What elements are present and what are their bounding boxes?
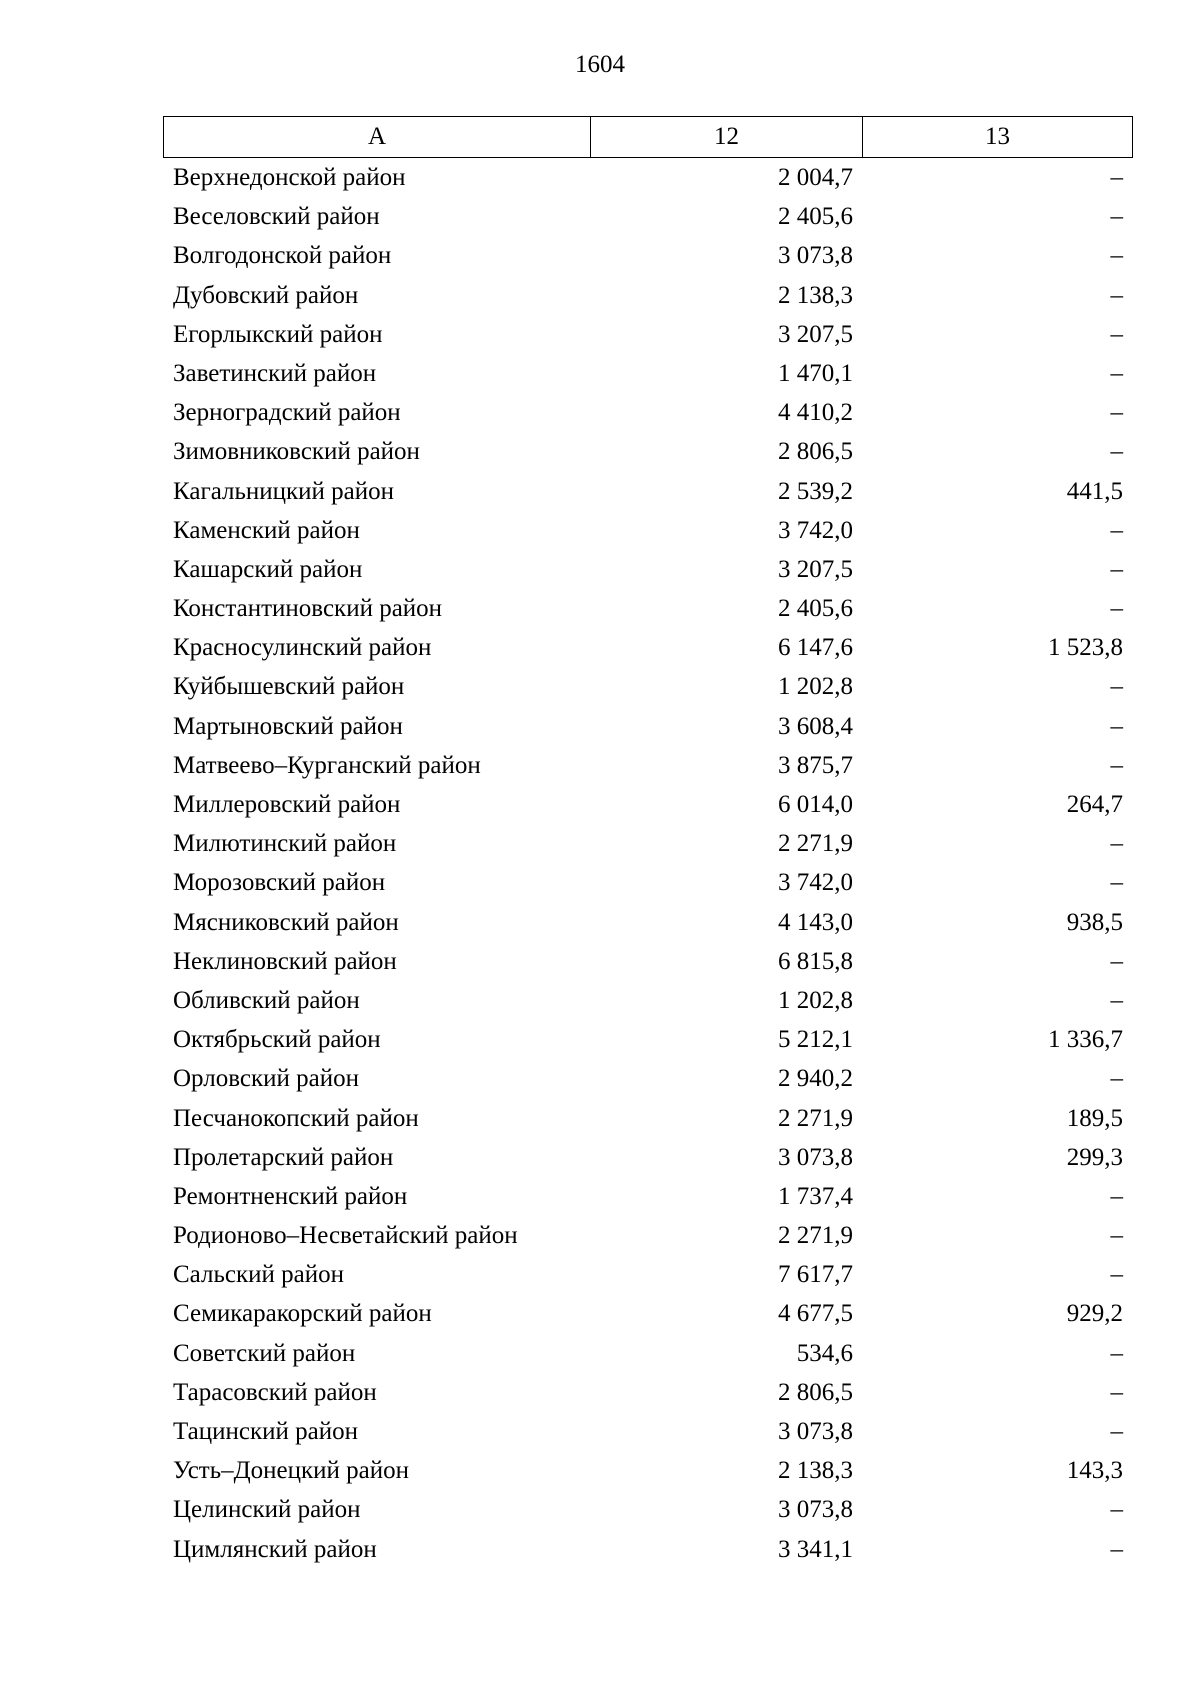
- table-row: [163, 863, 1133, 902]
- district-name: Верхнедонской район: [173, 164, 406, 191]
- value-col-13: 441,5: [1066, 477, 1123, 505]
- table-row: [163, 1412, 1133, 1451]
- table-row: [163, 1373, 1133, 1412]
- district-name: Красносулинский район: [173, 634, 432, 662]
- district-name: Мартыновский район: [173, 712, 403, 740]
- table-row: [163, 1216, 1133, 1255]
- table-row: [163, 197, 1133, 236]
- value-col-12: 3 341,1: [778, 1535, 853, 1563]
- district-name: Советский район: [173, 1339, 356, 1367]
- table-row: [163, 432, 1133, 471]
- district-name: Матвеево–Курганский район: [173, 751, 481, 779]
- district-name: Сальский район: [173, 1261, 344, 1289]
- value-col-12: 534,6: [796, 1339, 853, 1367]
- district-name: Мясниковский район: [173, 908, 399, 936]
- value-col-12: 2 405,6: [778, 203, 853, 231]
- table-row: [163, 1451, 1133, 1490]
- value-col-13: –: [1110, 1182, 1123, 1210]
- table-row: [163, 315, 1133, 354]
- district-name: Кагальницкий район: [173, 477, 395, 505]
- value-col-12: 3 073,8: [778, 1418, 853, 1445]
- table-row: [163, 276, 1133, 315]
- value-col-13: –: [1110, 947, 1123, 975]
- value-col-12: 2 138,3: [778, 281, 853, 309]
- value-col-13: –: [1110, 1535, 1123, 1563]
- table-row: [163, 981, 1133, 1020]
- table-row: [163, 354, 1133, 393]
- value-col-13: –: [1110, 438, 1123, 466]
- table-row: [163, 236, 1133, 275]
- district-name: Неклиновский район: [173, 947, 397, 975]
- value-col-12: 2 271,9: [778, 1222, 853, 1250]
- district-name: Пролетарский район: [173, 1143, 394, 1171]
- table-row: [163, 511, 1133, 550]
- district-name: Миллеровский район: [173, 791, 401, 818]
- value-col-13: –: [1110, 359, 1123, 387]
- district-name: Ремонтненский район: [173, 1182, 408, 1210]
- value-col-13: –: [1110, 1378, 1123, 1406]
- district-name: Веселовский район: [173, 203, 380, 231]
- value-col-12: 4 410,2: [778, 399, 853, 427]
- district-name: Каменский район: [173, 516, 360, 544]
- value-col-13: 264,7: [1066, 791, 1123, 818]
- value-col-12: 1 737,4: [778, 1182, 853, 1210]
- value-col-12: 2 940,2: [778, 1065, 853, 1093]
- value-col-13: –: [1110, 1418, 1123, 1445]
- district-name: Волгодонской район: [173, 242, 392, 270]
- district-name: Егорлыкский район: [173, 320, 383, 348]
- value-col-12: 3 742,0: [778, 516, 853, 544]
- district-name: Родионово–Несветайский район: [173, 1222, 518, 1250]
- value-col-12: 5 212,1: [778, 1026, 853, 1054]
- value-col-13: –: [1110, 673, 1123, 701]
- value-col-13: –: [1110, 712, 1123, 740]
- table-row: [163, 589, 1133, 628]
- district-name: Усть–Донецкий район: [173, 1457, 410, 1485]
- value-col-13: –: [1110, 986, 1123, 1014]
- district-name: Зимовниковский район: [173, 438, 420, 466]
- table-row: [163, 903, 1133, 942]
- value-col-12: 4 677,5: [778, 1300, 853, 1328]
- district-name: Дубовский район: [173, 281, 359, 309]
- district-name: Зерноградский район: [173, 399, 401, 427]
- value-col-12: 7 617,7: [778, 1261, 853, 1289]
- district-name: Целинский район: [173, 1496, 361, 1524]
- value-col-13: 938,5: [1066, 908, 1123, 936]
- table-row: [163, 1490, 1133, 1529]
- table-row: [163, 1020, 1133, 1059]
- table-row: [163, 628, 1133, 667]
- table-row: [163, 1334, 1133, 1373]
- district-name: Орловский район: [173, 1065, 359, 1093]
- table-row: [163, 942, 1133, 981]
- table-row: [163, 1294, 1133, 1333]
- value-col-12: 2 539,2: [778, 477, 853, 505]
- value-col-13: –: [1110, 1496, 1123, 1524]
- value-col-12: 3 207,5: [778, 320, 853, 348]
- value-col-13: –: [1110, 242, 1123, 270]
- table-row: [163, 707, 1133, 746]
- value-col-12: 3 875,7: [778, 751, 853, 779]
- header-cell-12: 12: [591, 117, 863, 157]
- value-col-12: 2 405,6: [778, 595, 853, 623]
- value-col-12: 1 202,8: [778, 673, 853, 701]
- value-col-12: 1 470,1: [778, 359, 853, 387]
- district-name: Семикаракорский район: [173, 1300, 432, 1328]
- value-col-13: –: [1110, 869, 1123, 897]
- district-name: Цимлянский район: [173, 1535, 377, 1563]
- value-col-12: 6 014,0: [778, 791, 853, 818]
- value-col-13: 143,3: [1066, 1457, 1123, 1485]
- table-row: [163, 667, 1133, 706]
- value-col-12: 4 143,0: [778, 908, 853, 936]
- district-name: Заветинский район: [173, 359, 377, 387]
- value-col-13: –: [1110, 516, 1123, 544]
- value-col-13: 189,5: [1066, 1104, 1123, 1132]
- table-row: [163, 746, 1133, 785]
- value-col-13: –: [1110, 751, 1123, 779]
- value-col-13: –: [1110, 595, 1123, 623]
- table-row: [163, 1177, 1133, 1216]
- table-row: [163, 550, 1133, 589]
- value-col-13: 1 336,7: [1048, 1026, 1123, 1054]
- header-cell-13: 13: [985, 123, 1010, 150]
- value-col-13: –: [1110, 1339, 1123, 1367]
- value-col-12: 3 073,8: [778, 242, 853, 270]
- value-col-12: 2 806,5: [778, 438, 853, 466]
- table-row: [163, 824, 1133, 863]
- value-col-13: 299,3: [1066, 1143, 1123, 1171]
- value-col-12: 6 815,8: [778, 947, 853, 975]
- district-name: Милютинский район: [173, 830, 397, 858]
- value-col-12: 6 147,6: [778, 634, 853, 662]
- value-col-12: 3 608,4: [778, 712, 853, 740]
- district-name: Октябрьский район: [173, 1026, 381, 1054]
- value-col-12: 3 073,8: [778, 1143, 853, 1171]
- value-col-13: –: [1110, 1261, 1123, 1289]
- district-name: Песчанокопский район: [173, 1104, 419, 1132]
- table-row: [163, 1255, 1133, 1294]
- value-col-13: –: [1110, 830, 1123, 858]
- table-body: [163, 158, 1133, 1569]
- value-col-13: –: [1110, 164, 1123, 191]
- value-col-13: –: [1110, 1222, 1123, 1250]
- value-col-13: –: [1110, 399, 1123, 427]
- value-col-13: –: [1110, 1065, 1123, 1093]
- district-name: Обливский район: [173, 986, 360, 1014]
- value-col-12: 2 271,9: [778, 1104, 853, 1132]
- value-col-13: 929,2: [1066, 1300, 1123, 1328]
- value-col-13: –: [1110, 281, 1123, 309]
- value-col-12: 2 004,7: [778, 164, 853, 191]
- district-name: Тацинский район: [173, 1418, 358, 1445]
- district-name: Морозовский район: [173, 869, 386, 897]
- value-col-13: 1 523,8: [1048, 634, 1123, 662]
- table-row: [163, 472, 1133, 511]
- table-row: [163, 1059, 1133, 1098]
- table-row: [163, 158, 1133, 197]
- table-row: [163, 1530, 1133, 1569]
- page-number: 1604: [575, 51, 625, 78]
- value-col-12: 3 073,8: [778, 1496, 853, 1524]
- value-col-12: 1 202,8: [778, 986, 853, 1014]
- value-col-12: 3 207,5: [778, 555, 853, 583]
- value-col-12: 2 806,5: [778, 1378, 853, 1406]
- value-col-13: –: [1110, 203, 1123, 231]
- value-col-12: 2 271,9: [778, 830, 853, 858]
- table-row: [163, 1099, 1133, 1138]
- header-cell-a: А: [164, 117, 591, 157]
- table-header: [163, 116, 1133, 158]
- district-name: Куйбышевский район: [173, 673, 405, 701]
- district-name: Кашарский район: [173, 555, 363, 583]
- table-row: [163, 393, 1133, 432]
- value-col-12: 2 138,3: [778, 1457, 853, 1485]
- value-col-13: –: [1110, 555, 1123, 583]
- district-name: Тарасовский район: [173, 1378, 377, 1406]
- table-row: [163, 1138, 1133, 1177]
- table-row: [163, 785, 1133, 824]
- district-name: Константиновский район: [173, 595, 443, 623]
- value-col-13: –: [1110, 320, 1123, 348]
- value-col-12: 3 742,0: [778, 869, 853, 897]
